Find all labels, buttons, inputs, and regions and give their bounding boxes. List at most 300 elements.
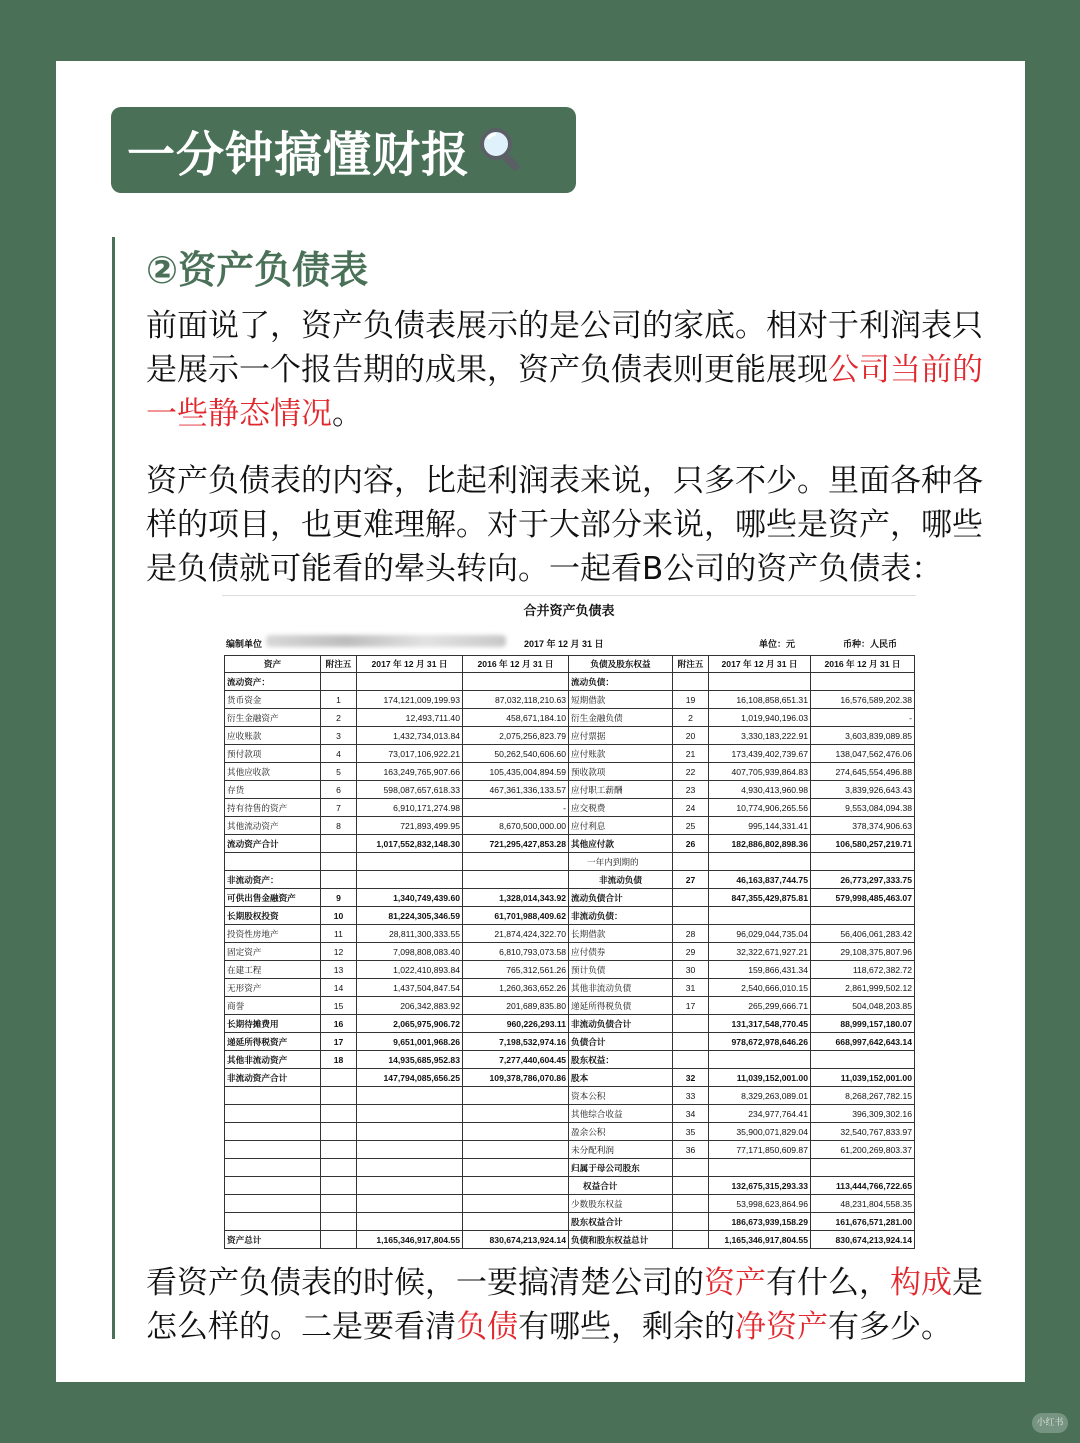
conclusion-part-4: 有哪些，剩余的 bbox=[518, 1309, 735, 1345]
table-cell: 其他流动资产 bbox=[225, 817, 321, 835]
table-cell: 138,047,562,476.06 bbox=[811, 745, 915, 763]
table-cell: 10,774,906,265.56 bbox=[709, 799, 811, 817]
table-row bbox=[225, 1015, 915, 1033]
table-cell: 960,226,293.11 bbox=[463, 1015, 569, 1033]
table-cell: 归属于母公司股东 bbox=[569, 1159, 673, 1177]
table-cell: 8,268,267,782.15 bbox=[811, 1087, 915, 1105]
table-cell: 29 bbox=[673, 943, 709, 961]
table-cell: 21 bbox=[673, 745, 709, 763]
table-cell: 504,048,203.85 bbox=[811, 997, 915, 1015]
table-cell bbox=[321, 871, 357, 889]
table-header-cell: 负债及股东权益 bbox=[569, 656, 673, 673]
conclusion-highlight-composition: 构成 bbox=[890, 1265, 952, 1301]
table-cell bbox=[811, 1051, 915, 1069]
table-cell bbox=[673, 1195, 709, 1213]
table-cell: 1,019,940,196.03 bbox=[709, 709, 811, 727]
table-header-cell: 资产 bbox=[225, 656, 321, 673]
table-cell bbox=[463, 871, 569, 889]
table-cell: 46,163,837,744.75 bbox=[709, 871, 811, 889]
table-cell: 1,165,346,917,804.55 bbox=[709, 1231, 811, 1249]
table-cell: 50,262,540,606.60 bbox=[463, 745, 569, 763]
unit-label: 编制单位 bbox=[226, 639, 263, 649]
table-header-row bbox=[225, 656, 915, 673]
table-cell bbox=[357, 1213, 463, 1231]
table-cell bbox=[673, 1213, 709, 1231]
currency-unit: 单位：元 bbox=[759, 639, 796, 649]
table-cell bbox=[463, 673, 569, 691]
table-cell bbox=[225, 1141, 321, 1159]
table-cell: 非流动资产： bbox=[225, 871, 321, 889]
table-cell: 7,198,532,974.16 bbox=[463, 1033, 569, 1051]
table-cell bbox=[225, 1105, 321, 1123]
table-cell: 17 bbox=[321, 1033, 357, 1051]
table-cell: 应付职工薪酬 bbox=[569, 781, 673, 799]
table-cell bbox=[673, 673, 709, 691]
table-cell: 2 bbox=[321, 709, 357, 727]
table-cell: 396,309,302.16 bbox=[811, 1105, 915, 1123]
table-cell: 32 bbox=[673, 1069, 709, 1087]
table-cell: 274,645,554,496.88 bbox=[811, 763, 915, 781]
table-cell: 186,673,939,158.29 bbox=[709, 1213, 811, 1231]
table-cell: 递延所得税负债 bbox=[569, 997, 673, 1015]
table-cell: 其他非流动资产 bbox=[225, 1051, 321, 1069]
table-cell: 81,224,305,346.59 bbox=[357, 907, 463, 925]
table-cell: 6,810,793,073.58 bbox=[463, 943, 569, 961]
table-row bbox=[225, 745, 915, 763]
table-cell: 33 bbox=[673, 1087, 709, 1105]
table-cell bbox=[357, 871, 463, 889]
title-banner bbox=[111, 107, 576, 193]
table-cell bbox=[709, 907, 811, 925]
table-cell bbox=[673, 907, 709, 925]
table-row bbox=[225, 1087, 915, 1105]
table-header-cell: 2017 年 12 月 31 日 bbox=[709, 656, 811, 673]
table-row bbox=[225, 1159, 915, 1177]
conclusion-highlight-assets: 资产 bbox=[704, 1265, 766, 1301]
table-cell: 26,773,297,333.75 bbox=[811, 871, 915, 889]
table-row bbox=[225, 871, 915, 889]
table-cell: 5 bbox=[321, 763, 357, 781]
table-row bbox=[225, 1177, 915, 1195]
table-cell: 应付债券 bbox=[569, 943, 673, 961]
table-cell: 159,866,431.34 bbox=[709, 961, 811, 979]
table-cell: 2,861,999,502.12 bbox=[811, 979, 915, 997]
table-cell bbox=[357, 1177, 463, 1195]
table-cell: 股本 bbox=[569, 1069, 673, 1087]
table-cell: 负债合计 bbox=[569, 1033, 673, 1051]
table-row bbox=[225, 961, 915, 979]
table-cell: 598,087,657,618.33 bbox=[357, 781, 463, 799]
table-cell bbox=[463, 1141, 569, 1159]
table-cell: 113,444,766,722.65 bbox=[811, 1177, 915, 1195]
table-cell: 14,935,685,952.83 bbox=[357, 1051, 463, 1069]
table-cell: 206,342,883.92 bbox=[357, 997, 463, 1015]
table-cell: 9 bbox=[321, 889, 357, 907]
table-cell: 股东权益合计 bbox=[569, 1213, 673, 1231]
table-row bbox=[225, 1033, 915, 1051]
table-cell: 161,676,571,281.00 bbox=[811, 1213, 915, 1231]
magnifier-icon bbox=[476, 124, 528, 176]
table-row bbox=[225, 709, 915, 727]
table-cell: 投资性房地产 bbox=[225, 925, 321, 943]
table-cell: 1,260,363,652.26 bbox=[463, 979, 569, 997]
paragraph-content: 资产负债表的内容，比起利润表来说，只多不少。里面各种各样的项目，也更难理解。对于大部分来说，哪些是资产，哪些是负债就可能看的晕头转向。一起看B公司的资产负债表： bbox=[146, 463, 983, 587]
table-row bbox=[225, 1231, 915, 1249]
table-row bbox=[225, 673, 915, 691]
table-cell bbox=[321, 1159, 357, 1177]
table-cell bbox=[357, 1105, 463, 1123]
report-date: 2017 年 12 月 31 日 bbox=[524, 639, 604, 649]
table-cell: 132,675,315,293.33 bbox=[709, 1177, 811, 1195]
table-cell bbox=[463, 1123, 569, 1141]
table-cell: 一年内到期的 bbox=[569, 853, 673, 871]
content-card bbox=[56, 61, 1025, 1382]
table-cell bbox=[321, 1141, 357, 1159]
table-cell: 12 bbox=[321, 943, 357, 961]
table-cell: 资产总计 bbox=[225, 1231, 321, 1249]
table-cell: 458,671,184.10 bbox=[463, 709, 569, 727]
table-cell: 3,839,926,643.43 bbox=[811, 781, 915, 799]
table-cell bbox=[357, 1087, 463, 1105]
table-header-cell: 2016 年 12 月 31 日 bbox=[811, 656, 915, 673]
table-cell bbox=[811, 907, 915, 925]
table-cell bbox=[709, 853, 811, 871]
table-row bbox=[225, 925, 915, 943]
table-cell: 77,171,850,609.87 bbox=[709, 1141, 811, 1159]
table-cell: 765,312,561.26 bbox=[463, 961, 569, 979]
table-cell bbox=[709, 1051, 811, 1069]
table-cell: 26 bbox=[673, 835, 709, 853]
table-cell bbox=[321, 1069, 357, 1087]
table-cell: 固定资产 bbox=[225, 943, 321, 961]
table-cell bbox=[321, 853, 357, 871]
table-cell: 105,435,004,894.59 bbox=[463, 763, 569, 781]
table-cell: 3 bbox=[321, 727, 357, 745]
table-row bbox=[225, 1123, 915, 1141]
table-cell bbox=[225, 1213, 321, 1231]
table-cell bbox=[463, 1087, 569, 1105]
table-cell: 少数股东权益 bbox=[569, 1195, 673, 1213]
table-cell: 131,317,548,770.45 bbox=[709, 1015, 811, 1033]
table-cell: 1,017,552,832,148.30 bbox=[357, 835, 463, 853]
table-cell: 应交税费 bbox=[569, 799, 673, 817]
table-cell: 应付利息 bbox=[569, 817, 673, 835]
paragraph-intro-end: 。 bbox=[332, 396, 363, 432]
table-cell: 201,689,835.80 bbox=[463, 997, 569, 1015]
table-cell: 应付票据 bbox=[569, 727, 673, 745]
table-cell: 995,144,331.41 bbox=[709, 817, 811, 835]
table-cell: 负债和股东权益总计 bbox=[569, 1231, 673, 1249]
balance-sheet-table bbox=[224, 655, 915, 1249]
table-cell bbox=[811, 1159, 915, 1177]
table-cell: 1,328,014,343.92 bbox=[463, 889, 569, 907]
table-cell: 盈余公积 bbox=[569, 1123, 673, 1141]
table-cell: 721,295,427,853.28 bbox=[463, 835, 569, 853]
table-cell: 4 bbox=[321, 745, 357, 763]
paragraph-intro-highlight: 公司当前的一些静态情况 bbox=[146, 352, 983, 432]
table-cell: 3,330,183,222.91 bbox=[709, 727, 811, 745]
table-cell: 173,439,402,739.67 bbox=[709, 745, 811, 763]
table-cell: 73,017,106,922.21 bbox=[357, 745, 463, 763]
table-row bbox=[225, 835, 915, 853]
table-row bbox=[225, 1105, 915, 1123]
table-cell bbox=[463, 1177, 569, 1195]
paragraph-intro-text: 前面说了，资产负债表展示的是公司的家底。相对于利润表只是展示一个报告期的成果，资产负债表则更能展现 bbox=[146, 308, 983, 388]
table-cell: 24 bbox=[673, 799, 709, 817]
table-row bbox=[225, 691, 915, 709]
table-cell: 应付账款 bbox=[569, 745, 673, 763]
table-cell bbox=[225, 1123, 321, 1141]
table-cell: 16,576,589,202.38 bbox=[811, 691, 915, 709]
table-cell: 265,299,666.71 bbox=[709, 997, 811, 1015]
table-cell: 378,374,906.63 bbox=[811, 817, 915, 835]
table-cell: 存货 bbox=[225, 781, 321, 799]
table-cell: 权益合计 bbox=[569, 1177, 673, 1195]
table-row bbox=[225, 727, 915, 745]
table-cell: 2,065,975,906.72 bbox=[357, 1015, 463, 1033]
table-header-cell: 2016 年 12 月 31 日 bbox=[463, 656, 569, 673]
table-cell bbox=[321, 1231, 357, 1249]
table-cell: 1,022,410,893.84 bbox=[357, 961, 463, 979]
table-cell: 27 bbox=[673, 871, 709, 889]
table-cell: 未分配利润 bbox=[569, 1141, 673, 1159]
table-cell bbox=[673, 1051, 709, 1069]
conclusion-part-5: 有多少。 bbox=[828, 1309, 952, 1345]
table-cell: - bbox=[463, 799, 569, 817]
table-cell: 其他应收款 bbox=[225, 763, 321, 781]
table-cell: 7,098,808,083.40 bbox=[357, 943, 463, 961]
table-cell: 3,603,839,089.85 bbox=[811, 727, 915, 745]
table-cell: 预付款项 bbox=[225, 745, 321, 763]
table-cell: 467,361,336,133.57 bbox=[463, 781, 569, 799]
conclusion-part-1: 看资产负债表的时候，一要搞清楚公司的 bbox=[146, 1265, 704, 1301]
table-cell: 9,651,001,968.26 bbox=[357, 1033, 463, 1051]
balance-sheet-image bbox=[222, 593, 916, 1243]
table-cell bbox=[225, 1159, 321, 1177]
table-cell bbox=[225, 1177, 321, 1195]
table-cell: 可供出售金融资产 bbox=[225, 889, 321, 907]
table-cell: 32,540,767,833.97 bbox=[811, 1123, 915, 1141]
table-cell bbox=[321, 673, 357, 691]
table-cell bbox=[463, 853, 569, 871]
table-cell: 非流动资产合计 bbox=[225, 1069, 321, 1087]
table-cell: 61,200,269,803.37 bbox=[811, 1141, 915, 1159]
table-cell: 48,231,804,558.35 bbox=[811, 1195, 915, 1213]
table-cell: 6 bbox=[321, 781, 357, 799]
table-cell: 长期待摊费用 bbox=[225, 1015, 321, 1033]
table-cell: 34 bbox=[673, 1105, 709, 1123]
conclusion-part-3: 是怎么样的。二是要看清 bbox=[146, 1265, 983, 1345]
table-cell: 预收款项 bbox=[569, 763, 673, 781]
table-cell: 87,032,118,210.63 bbox=[463, 691, 569, 709]
table-cell: 4,930,413,960.98 bbox=[709, 781, 811, 799]
table-cell: 28 bbox=[673, 925, 709, 943]
table-cell bbox=[357, 853, 463, 871]
watermark: 小红书 bbox=[1032, 1413, 1068, 1433]
table-cell: 23 bbox=[673, 781, 709, 799]
table-cell: 其他非流动负债 bbox=[569, 979, 673, 997]
table-row bbox=[225, 979, 915, 997]
table-title: 合并资产负债表 bbox=[222, 595, 916, 619]
table-cell: 35,900,071,829.04 bbox=[709, 1123, 811, 1141]
table-row bbox=[225, 853, 915, 871]
table-cell: 长期借款 bbox=[569, 925, 673, 943]
redacted-company-name bbox=[266, 635, 506, 647]
table-cell: 预计负债 bbox=[569, 961, 673, 979]
table-header-cell: 附注五 bbox=[673, 656, 709, 673]
table-cell bbox=[463, 1213, 569, 1231]
table-header-cell: 附注五 bbox=[321, 656, 357, 673]
table-row bbox=[225, 1069, 915, 1087]
table-cell: 2 bbox=[673, 709, 709, 727]
table-cell: 21,874,424,322.70 bbox=[463, 925, 569, 943]
accent-line bbox=[112, 237, 115, 1339]
table-cell: 应收账款 bbox=[225, 727, 321, 745]
table-cell: 182,886,802,898.36 bbox=[709, 835, 811, 853]
table-cell: 17 bbox=[673, 997, 709, 1015]
table-cell: 非流动负债： bbox=[569, 907, 673, 925]
table-cell bbox=[321, 1087, 357, 1105]
table-cell: 货币资金 bbox=[225, 691, 321, 709]
table-cell: 商誉 bbox=[225, 997, 321, 1015]
table-cell: 20 bbox=[673, 727, 709, 745]
table-cell: 847,355,429,875.81 bbox=[709, 889, 811, 907]
table-cell: 1 bbox=[321, 691, 357, 709]
table-cell bbox=[463, 1105, 569, 1123]
table-cell: 174,121,009,199.93 bbox=[357, 691, 463, 709]
table-cell: 14 bbox=[321, 979, 357, 997]
page-title: 一分钟搞懂财报 bbox=[127, 126, 471, 183]
table-cell: 96,029,044,735.04 bbox=[709, 925, 811, 943]
table-cell: 830,674,213,924.14 bbox=[811, 1231, 915, 1249]
table-cell: 非流动负债合计 bbox=[569, 1015, 673, 1033]
table-cell: 资本公积 bbox=[569, 1087, 673, 1105]
table-cell: - bbox=[811, 709, 915, 727]
table-cell bbox=[673, 1015, 709, 1033]
table-row bbox=[225, 889, 915, 907]
table-cell: 35 bbox=[673, 1123, 709, 1141]
table-cell bbox=[673, 1231, 709, 1249]
table-cell: 36 bbox=[673, 1141, 709, 1159]
table-cell bbox=[811, 673, 915, 691]
table-cell: 32,322,671,927.21 bbox=[709, 943, 811, 961]
table-cell: 衍生金融资产 bbox=[225, 709, 321, 727]
table-cell: 长期股权投资 bbox=[225, 907, 321, 925]
table-cell: 9,553,084,094.38 bbox=[811, 799, 915, 817]
table-cell bbox=[321, 1105, 357, 1123]
table-cell bbox=[321, 1177, 357, 1195]
table-cell: 28,811,300,333.55 bbox=[357, 925, 463, 943]
table-cell bbox=[357, 1141, 463, 1159]
table-cell: 18 bbox=[321, 1051, 357, 1069]
table-cell: 109,378,786,070.86 bbox=[463, 1069, 569, 1087]
table-cell: 147,794,085,656.25 bbox=[357, 1069, 463, 1087]
table-cell: 22 bbox=[673, 763, 709, 781]
table-cell: 流动资产： bbox=[225, 673, 321, 691]
table-cell: 88,999,157,180.07 bbox=[811, 1015, 915, 1033]
table-cell: 978,672,978,646.26 bbox=[709, 1033, 811, 1051]
table-cell: 短期借款 bbox=[569, 691, 673, 709]
table-row bbox=[225, 781, 915, 799]
table-cell: 在建工程 bbox=[225, 961, 321, 979]
table-cell: 7 bbox=[321, 799, 357, 817]
table-cell: 61,701,988,409.62 bbox=[463, 907, 569, 925]
table-cell: 衍生金融负债 bbox=[569, 709, 673, 727]
table-cell bbox=[673, 853, 709, 871]
table-cell: 19 bbox=[673, 691, 709, 709]
table-cell: 1,340,749,439.60 bbox=[357, 889, 463, 907]
table-cell bbox=[225, 853, 321, 871]
table-cell: 579,998,485,463.07 bbox=[811, 889, 915, 907]
table-cell: 其他综合收益 bbox=[569, 1105, 673, 1123]
table-cell: 16,108,858,651.31 bbox=[709, 691, 811, 709]
table-cell: 持有待售的资产 bbox=[225, 799, 321, 817]
table-cell: 29,108,375,807.96 bbox=[811, 943, 915, 961]
table-cell bbox=[321, 835, 357, 853]
table-cell bbox=[673, 1177, 709, 1195]
paragraph-conclusion bbox=[146, 1261, 996, 1349]
table-row bbox=[225, 997, 915, 1015]
table-cell bbox=[357, 1159, 463, 1177]
conclusion-highlight-liabilities: 负债 bbox=[456, 1309, 518, 1345]
table-cell: 234,977,764.41 bbox=[709, 1105, 811, 1123]
table-cell bbox=[709, 1159, 811, 1177]
table-cell: 其他应付款 bbox=[569, 835, 673, 853]
table-cell: 25 bbox=[673, 817, 709, 835]
table-cell: 递延所得税资产 bbox=[225, 1033, 321, 1051]
table-cell: 56,406,061,283.42 bbox=[811, 925, 915, 943]
table-cell bbox=[357, 673, 463, 691]
currency: 币种：人民币 bbox=[843, 639, 898, 649]
table-cell: 407,705,939,864.83 bbox=[709, 763, 811, 781]
table-row bbox=[225, 817, 915, 835]
table-row bbox=[225, 1213, 915, 1231]
table-cell bbox=[811, 853, 915, 871]
table-cell: 2,075,256,823.79 bbox=[463, 727, 569, 745]
table-cell: 10 bbox=[321, 907, 357, 925]
table-cell: 721,893,499.95 bbox=[357, 817, 463, 835]
conclusion-highlight-net-assets: 净资产 bbox=[735, 1309, 828, 1345]
table-cell: 53,998,623,864.96 bbox=[709, 1195, 811, 1213]
table-cell: 30 bbox=[673, 961, 709, 979]
table-cell bbox=[225, 1087, 321, 1105]
table-cell bbox=[463, 1195, 569, 1213]
table-cell: 106,580,257,219.71 bbox=[811, 835, 915, 853]
table-cell: 6,910,171,274.98 bbox=[357, 799, 463, 817]
table-cell: 668,997,642,643.14 bbox=[811, 1033, 915, 1051]
table-cell: 8,329,263,089.01 bbox=[709, 1087, 811, 1105]
table-cell: 163,249,765,907.66 bbox=[357, 763, 463, 781]
table-cell bbox=[357, 1195, 463, 1213]
table-row bbox=[225, 907, 915, 925]
table-cell: 流动资产合计 bbox=[225, 835, 321, 853]
table-cell: 8,670,500,000.00 bbox=[463, 817, 569, 835]
table-cell: 非流动负债 bbox=[569, 871, 673, 889]
table-cell: 11,039,152,001.00 bbox=[811, 1069, 915, 1087]
table-cell bbox=[321, 1195, 357, 1213]
table-cell: 2,540,666,010.15 bbox=[709, 979, 811, 997]
table-header-cell: 2017 年 12 月 31 日 bbox=[357, 656, 463, 673]
table-cell: 7,277,440,604.45 bbox=[463, 1051, 569, 1069]
table-cell: 12,493,711.40 bbox=[357, 709, 463, 727]
table-cell: 15 bbox=[321, 997, 357, 1015]
table-row bbox=[225, 763, 915, 781]
table-row bbox=[225, 1195, 915, 1213]
table-cell: 8 bbox=[321, 817, 357, 835]
table-cell bbox=[357, 1123, 463, 1141]
table-row bbox=[225, 1051, 915, 1069]
table-row bbox=[225, 799, 915, 817]
